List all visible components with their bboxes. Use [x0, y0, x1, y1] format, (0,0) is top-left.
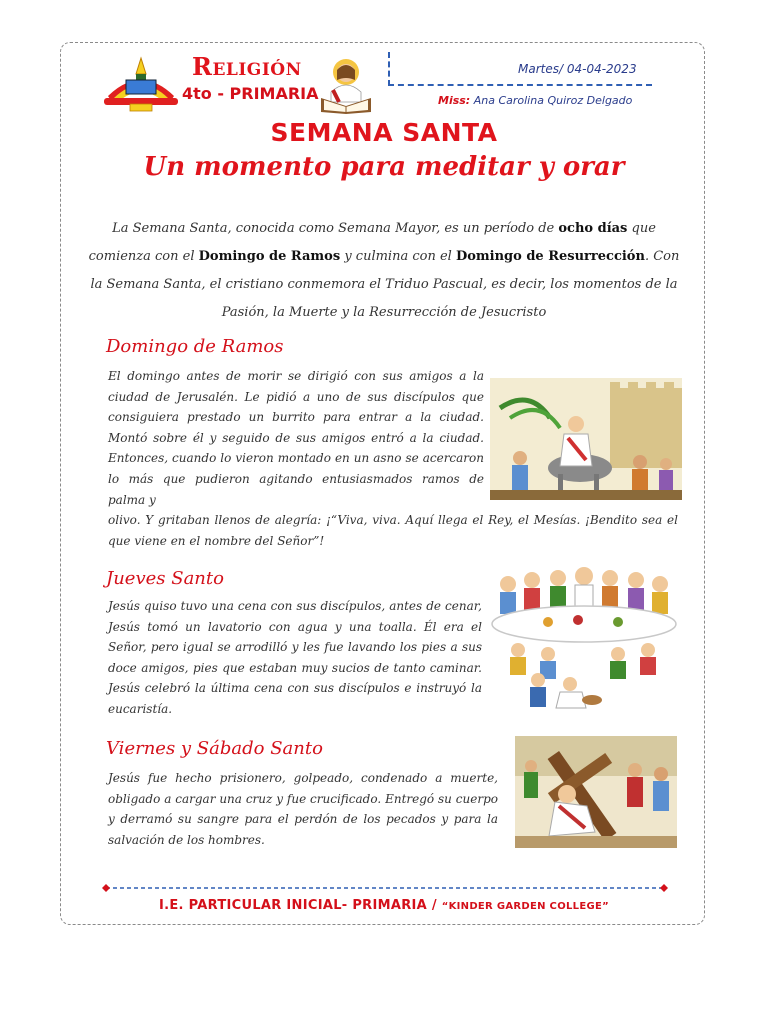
- jesus-carrying-cross-illustration: [515, 736, 677, 848]
- footer-school-name: I.E. PARTICULAR INICIAL- PRIMARIA /: [159, 898, 442, 913]
- section-text-jueves: Jesús quiso tuvo una cena con sus discípulos, antes de cenar, Jesús tomó un lavatorio con agua y una toalla. Él era el Señor, pero igual se arrodilló y les fue lavando los pies a sus doce amigos, pies que estaban muy sucios de tanto caminar. Jesús celebró la última cena con sus discípulos e instruyó la eucaristía.: [108, 599, 482, 716]
- grade-label: 4to - PRIMARIA: [182, 84, 319, 103]
- page-subtitle: Un momento para meditar y orar: [143, 152, 625, 182]
- intro-paragraph: [84, 215, 684, 327]
- subject-title: Religión: [192, 52, 302, 81]
- footer-college-name: “KINDER GARDEN COLLEGE”: [441, 901, 609, 912]
- section-text-domingo-cont: olivo. Y gritaban llenos de alegría: ¡“Viva, viva. Aquí llega el Rey, el Mesías. ¡Bendito sea el que viene en el nombre del Señor”!: [108, 513, 678, 548]
- footer-divider: [100, 883, 670, 893]
- section-title-viernes: Viernes y Sábado Santo: [106, 738, 323, 759]
- footer-school: [0, 898, 768, 913]
- jesus-bible-icon: [315, 56, 377, 114]
- section-title-jueves: Jueves Santo: [106, 568, 224, 589]
- palm-sunday-illustration: [490, 378, 682, 500]
- intro-text-4: . Con la Semana Santa, el cristiano conmemora el Triduo Pascual, es decir, los momentos de la Pasión, la Muerte y la Resurrección de Jesucristo: [90, 249, 680, 320]
- section-title-domingo: Domingo de Ramos: [106, 336, 284, 357]
- teacher-label: [438, 94, 632, 107]
- intro-bold-3: Domingo de Resurrección: [455, 249, 645, 264]
- intro-bold-2: Domingo de Ramos: [198, 249, 341, 264]
- school-crest-icon: [100, 54, 182, 112]
- teacher-name: Ana Carolina Quiroz Delgado: [473, 94, 633, 107]
- teacher-prefix: Miss:: [438, 94, 471, 107]
- date-label: Martes/ 04-04-2023: [518, 62, 637, 76]
- page-title: SEMANA SANTA: [270, 118, 498, 147]
- last-supper-illustration: [488, 562, 680, 710]
- section-text-domingo: El domingo antes de morir se dirigió con sus amigos a la ciudad de Jerusalén. Le pidió a uno de sus discípulos que consiguiera prestado un burrito para entrar a la ciudad. Montó sobre él y seguido de sus amigos entró a la ciudad. Entonces, cuando lo vieron montado en un asno se acercaron lo más que pudieron agitando entusiasmados ramos de palma y: [108, 369, 484, 507]
- header: [100, 52, 660, 112]
- intro-text-3: y culmina con el: [340, 249, 456, 264]
- intro-bold-1: ocho días: [558, 221, 628, 236]
- intro-text-2: que comienza con el: [88, 221, 656, 264]
- intro-text-1: La Semana Santa, conocida como Semana Mayor, es un período de: [112, 221, 559, 236]
- section-text-viernes: Jesús fue hecho prisionero, golpeado, condenado a muerte, obligado a cargar una cruz y fue crucificado. Entregó su cuerpo y derramó su sangre para el perdón de los pecados y para la salvación de los hombres.: [108, 771, 498, 847]
